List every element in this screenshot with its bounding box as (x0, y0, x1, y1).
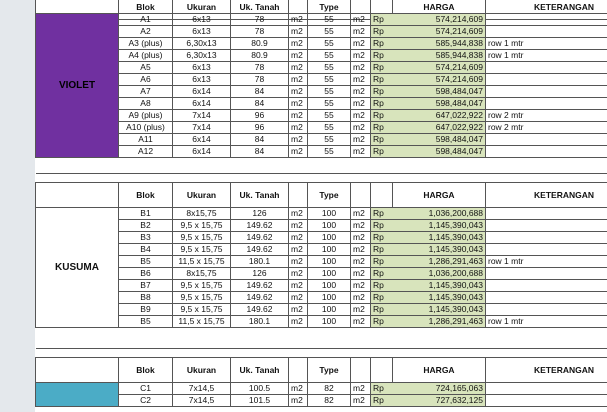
cell-tanah: 96 (231, 110, 289, 122)
cell-type: 100 (308, 256, 351, 268)
cell-type: 100 (308, 208, 351, 220)
cell-blok: B4 (119, 244, 173, 256)
table-row (36, 220, 607, 232)
cell-unit: m2 (289, 395, 308, 407)
cell-type: 55 (308, 146, 351, 158)
cell-keterangan (486, 220, 607, 232)
cell-keterangan (486, 244, 607, 256)
spacer-row (36, 174, 607, 183)
table-row (36, 304, 607, 316)
header-keterangan: KETERANGAN (486, 183, 607, 208)
header-uk-tanah: Uk. Tanah (231, 0, 289, 20)
c-band (0, 348, 607, 407)
cell-tanah: 149.62 (231, 220, 289, 232)
cell-currency: Rp (371, 74, 393, 86)
cell-keterangan (486, 280, 607, 292)
cell-harga: 574,214,609 (393, 26, 486, 38)
cell-currency: Rp (371, 98, 393, 110)
cell-unit: m2 (289, 62, 308, 74)
table-row (36, 244, 607, 256)
header-harga-left (371, 358, 393, 383)
cell-harga: 1,145,390,043 (393, 220, 486, 232)
cell-harga: 1,036,200,688 (393, 268, 486, 280)
cell-tanah: 80.9 (231, 38, 289, 50)
group-label-violet: VIOLET (36, 14, 119, 158)
cell-unit: m2 (351, 146, 371, 158)
cell-blok: A5 (119, 62, 173, 74)
cell-unit: m2 (289, 268, 308, 280)
cell-unit: m2 (289, 256, 308, 268)
cell-currency: Rp (371, 86, 393, 98)
kusuma-table (35, 173, 607, 328)
cell-keterangan: row 2 mtr (486, 122, 607, 134)
cell-currency: Rp (371, 383, 393, 395)
header-unit2 (351, 183, 371, 208)
cell-tanah: 84 (231, 86, 289, 98)
cell-blok: A7 (119, 86, 173, 98)
cell-unit: m2 (289, 98, 308, 110)
cell-harga: 585,944,838 (393, 50, 486, 62)
cell-unit: m2 (351, 316, 371, 328)
header-harga: HARGA (393, 0, 486, 20)
cell-type: 55 (308, 38, 351, 50)
cell-ukuran: 6,30x13 (173, 50, 231, 62)
cell-blok: A8 (119, 98, 173, 110)
c-table (35, 348, 607, 407)
cell-unit: m2 (351, 292, 371, 304)
cell-unit: m2 (351, 14, 371, 26)
table-row (36, 86, 607, 98)
header-unit2 (351, 358, 371, 383)
cell-unit: m2 (351, 74, 371, 86)
cell-unit: m2 (351, 256, 371, 268)
header-keterangan: KETERANGAN (486, 358, 607, 383)
cell-unit: m2 (289, 244, 308, 256)
cell-harga: 1,145,390,043 (393, 292, 486, 304)
cell-blok: B7 (119, 280, 173, 292)
cell-blok: B1 (119, 208, 173, 220)
cell-currency: Rp (371, 14, 393, 26)
cell-unit: m2 (289, 316, 308, 328)
cell-tanah: 149.62 (231, 280, 289, 292)
cell-ukuran: 8x15,75 (173, 208, 231, 220)
cell-keterangan (486, 26, 607, 38)
group-label-kusuma: KUSUMA (36, 208, 119, 328)
cell-ukuran: 6x14 (173, 86, 231, 98)
cell-unit: m2 (289, 383, 308, 395)
cell-harga: 1,036,200,688 (393, 208, 486, 220)
cell-unit: m2 (351, 38, 371, 50)
cell-blok: A10 (plus) (119, 122, 173, 134)
table-row (36, 62, 607, 74)
cell-ukuran: 9,5 x 15,75 (173, 292, 231, 304)
cell-blok: A1 (119, 14, 173, 26)
cell-unit: m2 (289, 232, 308, 244)
cell-harga: 647,022,922 (393, 110, 486, 122)
cell-ukuran: 6x14 (173, 134, 231, 146)
cell-tanah: 84 (231, 146, 289, 158)
cell-ukuran: 9,5 x 15,75 (173, 232, 231, 244)
cell-ukuran: 8x15,75 (173, 268, 231, 280)
cell-unit: m2 (289, 26, 308, 38)
cell-harga: 598,484,047 (393, 98, 486, 110)
cell-type: 82 (308, 395, 351, 407)
cell-ukuran: 7x14,5 (173, 395, 231, 407)
cell-tanah: 149.62 (231, 304, 289, 316)
cell-currency: Rp (371, 256, 393, 268)
table-row (36, 208, 607, 220)
cell-type: 100 (308, 292, 351, 304)
cell-unit: m2 (351, 122, 371, 134)
cell-type: 55 (308, 26, 351, 38)
cell-type: 100 (308, 304, 351, 316)
cell-unit: m2 (351, 110, 371, 122)
cell-blok: C2 (119, 395, 173, 407)
header-type: Type (308, 358, 351, 383)
header-harga: HARGA (393, 358, 486, 383)
cell-type: 55 (308, 14, 351, 26)
cell-keterangan (486, 74, 607, 86)
cell-ukuran: 9,5 x 15,75 (173, 280, 231, 292)
cell-currency: Rp (371, 146, 393, 158)
cell-unit: m2 (289, 146, 308, 158)
cell-keterangan: row 1 mtr (486, 38, 607, 50)
cell-harga: 598,484,047 (393, 86, 486, 98)
cell-harga: 647,022,922 (393, 122, 486, 134)
cell-harga: 1,286,291,463 (393, 316, 486, 328)
header-unit (289, 183, 308, 208)
cell-harga: 598,484,047 (393, 134, 486, 146)
cell-tanah: 80.9 (231, 50, 289, 62)
table-row (36, 38, 607, 50)
cell-blok: A6 (119, 74, 173, 86)
cell-tanah: 78 (231, 74, 289, 86)
cell-currency: Rp (371, 122, 393, 134)
cell-harga: 727,632,125 (393, 395, 486, 407)
cell-unit: m2 (289, 86, 308, 98)
table-row (36, 50, 607, 62)
cell-unit: m2 (289, 304, 308, 316)
cell-currency: Rp (371, 280, 393, 292)
group-label-c (36, 383, 119, 407)
header-type: Type (308, 0, 351, 20)
cell-currency: Rp (371, 26, 393, 38)
cell-unit: m2 (289, 134, 308, 146)
cell-keterangan (486, 383, 607, 395)
header-harga-left (371, 183, 393, 208)
cell-type: 100 (308, 232, 351, 244)
cell-tanah: 149.62 (231, 292, 289, 304)
cell-currency: Rp (371, 62, 393, 74)
table-row (36, 256, 607, 268)
header-blok: Blok (119, 183, 173, 208)
cell-unit: m2 (351, 62, 371, 74)
cell-keterangan: row 2 mtr (486, 110, 607, 122)
cell-blok: B3 (119, 232, 173, 244)
cell-type: 100 (308, 220, 351, 232)
cell-unit: m2 (289, 110, 308, 122)
cell-unit: m2 (351, 50, 371, 62)
cell-unit: m2 (351, 395, 371, 407)
cell-keterangan (486, 134, 607, 146)
cell-blok: B6 (119, 268, 173, 280)
cell-unit: m2 (351, 208, 371, 220)
cell-type: 82 (308, 383, 351, 395)
cell-currency: Rp (371, 395, 393, 407)
cell-currency: Rp (371, 208, 393, 220)
cell-type: 55 (308, 98, 351, 110)
table-row (36, 268, 607, 280)
cell-harga: 598,484,047 (393, 146, 486, 158)
cell-keterangan (486, 268, 607, 280)
cell-blok: A11 (119, 134, 173, 146)
header-unit (289, 358, 308, 383)
cell-type: 55 (308, 110, 351, 122)
cell-unit: m2 (289, 122, 308, 134)
table-row (36, 280, 607, 292)
cell-keterangan (486, 146, 607, 158)
cell-harga: 1,286,291,463 (393, 256, 486, 268)
cell-unit: m2 (351, 244, 371, 256)
kusuma-band (0, 173, 607, 328)
table-row (36, 26, 607, 38)
header-ukuran: Ukuran (173, 358, 231, 383)
cell-blok: A9 (plus) (119, 110, 173, 122)
cell-blok: B5 (119, 316, 173, 328)
header-group-cell (36, 358, 119, 383)
cell-ukuran: 11,5 x 15,75 (173, 256, 231, 268)
cell-keterangan: row 1 mtr (486, 50, 607, 62)
table-row (36, 395, 607, 407)
cell-type: 55 (308, 134, 351, 146)
cell-blok: A12 (119, 146, 173, 158)
cell-ukuran: 6x14 (173, 146, 231, 158)
cell-unit: m2 (351, 232, 371, 244)
cell-keterangan (486, 208, 607, 220)
cell-currency: Rp (371, 220, 393, 232)
cell-ukuran: 9,5 x 15,75 (173, 244, 231, 256)
cell-type: 55 (308, 74, 351, 86)
cell-keterangan: row 1 mtr (486, 316, 607, 328)
table-row (36, 134, 607, 146)
cell-type: 100 (308, 316, 351, 328)
cell-currency: Rp (371, 268, 393, 280)
cell-keterangan (486, 86, 607, 98)
table-row (36, 14, 607, 26)
cell-currency: Rp (371, 304, 393, 316)
table-row (36, 292, 607, 304)
cell-keterangan (486, 62, 607, 74)
cell-ukuran: 11,5 x 15,75 (173, 316, 231, 328)
cell-keterangan (486, 98, 607, 110)
cell-tanah: 126 (231, 268, 289, 280)
cell-tanah: 96 (231, 122, 289, 134)
cell-type: 55 (308, 62, 351, 74)
cell-ukuran: 6x13 (173, 74, 231, 86)
cell-tanah: 78 (231, 14, 289, 26)
header-ukuran: Ukuran (173, 0, 231, 20)
cell-ukuran: 7x14 (173, 122, 231, 134)
header-uk-tanah: Uk. Tanah (231, 358, 289, 383)
cell-unit: m2 (289, 208, 308, 220)
cell-ukuran: 9,5 x 15,75 (173, 220, 231, 232)
cell-keterangan: row 1 mtr (486, 256, 607, 268)
cell-ukuran: 6x14 (173, 98, 231, 110)
cell-unit: m2 (351, 26, 371, 38)
cell-tanah: 100.5 (231, 383, 289, 395)
cell-unit: m2 (289, 74, 308, 86)
violet-table (35, 13, 607, 158)
cell-keterangan (486, 395, 607, 407)
cell-harga: 724,165,063 (393, 383, 486, 395)
table-row (36, 98, 607, 110)
cell-type: 100 (308, 244, 351, 256)
cell-tanah: 101.5 (231, 395, 289, 407)
cell-unit: m2 (289, 38, 308, 50)
cell-unit: m2 (289, 220, 308, 232)
cell-blok: B2 (119, 220, 173, 232)
cell-blok: A4 (plus) (119, 50, 173, 62)
cell-type: 100 (308, 268, 351, 280)
table-row (36, 110, 607, 122)
cell-currency: Rp (371, 244, 393, 256)
cell-blok: A2 (119, 26, 173, 38)
cell-blok: B9 (119, 304, 173, 316)
header-blok: Blok (119, 0, 173, 20)
cell-tanah: 84 (231, 134, 289, 146)
table-row (36, 146, 607, 158)
cell-harga: 574,214,609 (393, 74, 486, 86)
cell-keterangan (486, 292, 607, 304)
cell-unit: m2 (351, 220, 371, 232)
header-blok: Blok (119, 358, 173, 383)
cell-currency: Rp (371, 316, 393, 328)
cell-currency: Rp (371, 50, 393, 62)
table-row (36, 316, 607, 328)
cell-harga: 585,944,838 (393, 38, 486, 50)
table-row (36, 74, 607, 86)
cell-blok: B8 (119, 292, 173, 304)
cell-unit: m2 (289, 292, 308, 304)
cell-ukuran: 7x14 (173, 110, 231, 122)
cell-tanah: 78 (231, 26, 289, 38)
cell-harga: 1,145,390,043 (393, 244, 486, 256)
cell-ukuran: 6x13 (173, 26, 231, 38)
table-row (36, 232, 607, 244)
spacer-row (36, 349, 607, 358)
cell-unit: m2 (289, 50, 308, 62)
cell-blok: C1 (119, 383, 173, 395)
cell-harga: 1,145,390,043 (393, 232, 486, 244)
cell-ukuran: 6x13 (173, 14, 231, 26)
cell-unit: m2 (289, 280, 308, 292)
cell-ukuran: 6x13 (173, 62, 231, 74)
cell-harga: 574,214,609 (393, 14, 486, 26)
cell-tanah: 180.1 (231, 256, 289, 268)
violet-band (0, 13, 607, 158)
cell-unit: m2 (351, 280, 371, 292)
cell-type: 55 (308, 50, 351, 62)
cell-unit: m2 (289, 14, 308, 26)
cell-keterangan (486, 304, 607, 316)
cell-ukuran: 9,5 x 15,75 (173, 304, 231, 316)
cell-unit: m2 (351, 383, 371, 395)
cell-currency: Rp (371, 232, 393, 244)
cell-tanah: 126 (231, 208, 289, 220)
cell-blok: A3 (plus) (119, 38, 173, 50)
cell-tanah: 149.62 (231, 244, 289, 256)
cell-keterangan (486, 232, 607, 244)
cell-unit: m2 (351, 134, 371, 146)
cell-currency: Rp (371, 110, 393, 122)
cell-unit: m2 (351, 304, 371, 316)
table-row (36, 383, 607, 395)
cell-harga: 574,214,609 (393, 62, 486, 74)
cell-type: 100 (308, 280, 351, 292)
cell-type: 55 (308, 122, 351, 134)
header-type: Type (308, 183, 351, 208)
cell-tanah: 149.62 (231, 232, 289, 244)
cell-unit: m2 (351, 86, 371, 98)
cell-tanah: 180.1 (231, 316, 289, 328)
table-row (36, 122, 607, 134)
cell-tanah: 84 (231, 98, 289, 110)
cell-tanah: 78 (231, 62, 289, 74)
cell-currency: Rp (371, 292, 393, 304)
cell-currency: Rp (371, 134, 393, 146)
header-uk-tanah: Uk. Tanah (231, 183, 289, 208)
cell-keterangan (486, 14, 607, 26)
header-harga: HARGA (393, 183, 486, 208)
cell-unit: m2 (351, 98, 371, 110)
cell-harga: 1,145,390,043 (393, 304, 486, 316)
cell-ukuran: 7x14,5 (173, 383, 231, 395)
cell-type: 55 (308, 86, 351, 98)
cell-currency: Rp (371, 38, 393, 50)
header-group-cell (36, 183, 119, 208)
header-ukuran: Ukuran (173, 183, 231, 208)
header-keterangan: KETERANGAN (486, 0, 607, 20)
cell-unit: m2 (351, 268, 371, 280)
cell-ukuran: 6,30x13 (173, 38, 231, 50)
cell-blok: B5 (119, 256, 173, 268)
cell-harga: 1,145,390,043 (393, 280, 486, 292)
